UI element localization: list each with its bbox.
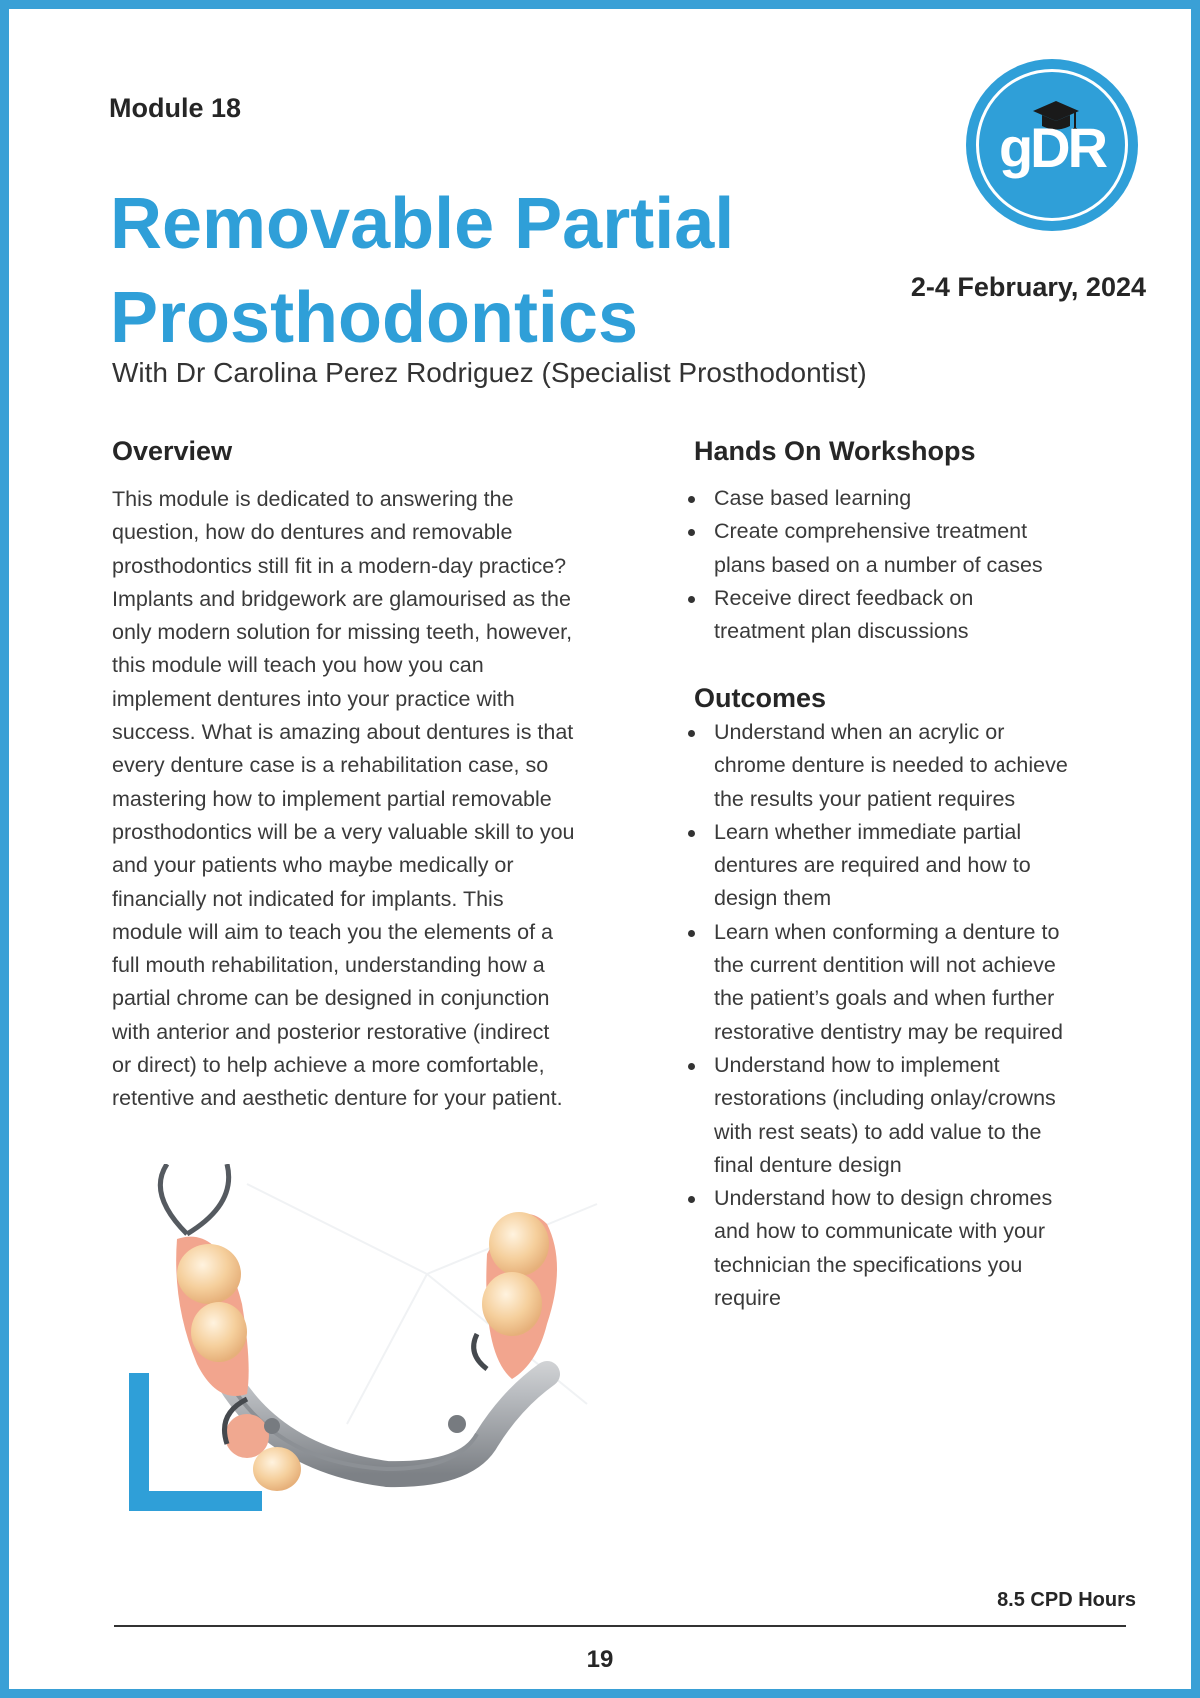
- outcomes-list: [684, 716, 1134, 1315]
- list-item: [684, 515, 1134, 582]
- list-item-line: treatment plan discussions: [714, 619, 969, 644]
- module-label: Module 18: [109, 93, 242, 123]
- list-item: [684, 582, 1134, 649]
- list-item: [684, 816, 1134, 916]
- list-item: [684, 1182, 1134, 1315]
- list-item-line: Learn when conforming a denture to: [714, 919, 1060, 944]
- overview-line: success. What is amazing about dentures is that: [112, 720, 574, 745]
- list-item-line: dentures are required and how to: [714, 853, 1031, 878]
- workshops-heading: Hands On Workshops: [694, 436, 976, 466]
- overview-line: prosthodontics still fit in a modern-day practice?: [112, 553, 567, 578]
- overview-line: prosthodontics will be a very valuable skill to you: [112, 819, 575, 844]
- list-item-line: the patient’s goals and when further: [714, 986, 1055, 1011]
- overview-line: full mouth rehabilitation, understanding how a: [112, 953, 545, 978]
- overview-line: Implants and bridgework are glamourised as the: [112, 586, 571, 611]
- list-item-line: technician the specifications you: [714, 1252, 1023, 1277]
- list-item-line: restorative dentistry may be required: [714, 1019, 1063, 1044]
- cpd-hours: 8.5 CPD Hours: [997, 1589, 1136, 1611]
- list-item-line: require: [714, 1286, 781, 1311]
- list-item-line: Understand how to design chromes: [714, 1186, 1053, 1211]
- list-item-line: restorations (including onlay/crowns: [714, 1086, 1056, 1111]
- event-date: 2-4 February, 2024: [910, 272, 1146, 302]
- list-item-line: Receive direct feedback on: [714, 585, 974, 610]
- overview-line: retentive and aesthetic denture for your patient.: [112, 1086, 563, 1111]
- list-item-line: Understand when an acrylic or: [714, 720, 1005, 744]
- overview-line: This module is dedicated to answering the: [112, 487, 514, 511]
- gdr-logo: [966, 59, 1138, 231]
- title-line-2: Prosthodontics: [110, 278, 639, 358]
- overview-line: and your patients who maybe medically or: [112, 853, 514, 878]
- overview-line: implement dentures into your practice with: [112, 686, 515, 711]
- list-item: [684, 716, 1134, 816]
- overview-line: financially not indicated for implants. This: [112, 886, 504, 911]
- workshops-list: [684, 482, 1134, 648]
- overview-heading: Overview: [112, 436, 233, 466]
- page-number: 19: [586, 1646, 614, 1673]
- overview-line: this module will teach you how you can: [112, 653, 484, 678]
- overview-line: partial chrome can be designed in conjunction: [112, 986, 550, 1011]
- partial-denture-photo: [127, 1164, 647, 1504]
- list-item-line: design them: [714, 886, 832, 911]
- list-item: [684, 482, 1134, 515]
- page-title: [110, 177, 734, 365]
- overview-line: mastering how to implement partial removable: [112, 786, 552, 811]
- list-item-line: chrome denture is needed to achieve: [714, 753, 1068, 778]
- outcomes-heading: Outcomes: [694, 683, 827, 713]
- logo-text: gDR: [998, 116, 1106, 179]
- list-item-line: Create comprehensive treatment: [714, 519, 1028, 544]
- list-item-line: Understand how to implement: [714, 1052, 1000, 1077]
- list-item-line: final denture design: [714, 1152, 902, 1177]
- list-item: [684, 1049, 1134, 1182]
- corner-accent-horizontal: [129, 1491, 262, 1511]
- overview-line: every denture case is a rehabilitation case, so: [112, 753, 549, 778]
- list-item: [684, 916, 1134, 1049]
- title-line-1: Removable Partial: [110, 184, 735, 264]
- list-item-line: the current dentition will not achieve: [714, 953, 1056, 978]
- list-item-line: Case based learning: [714, 486, 912, 510]
- list-item-line: with rest seats) to add value to the: [714, 1119, 1042, 1144]
- overview-line: question, how do dentures and removable: [112, 520, 513, 545]
- list-item-line: Learn whether immediate partial: [714, 819, 1022, 844]
- footer-divider: [114, 1625, 1126, 1627]
- presenter-subtitle: With Dr Carolina Perez Rodriguez (Specialist Prosthodontist): [112, 357, 867, 388]
- list-item-line: the results your patient requires: [714, 786, 1016, 811]
- overview-body: [112, 483, 632, 1116]
- overview-line: only modern solution for missing teeth, however,: [112, 620, 573, 645]
- overview-line: with anterior and posterior restorative (indirect: [112, 1019, 550, 1044]
- list-item-line: plans based on a number of cases: [714, 552, 1043, 577]
- overview-line: or direct) to help achieve a more comfortable,: [112, 1053, 545, 1078]
- overview-line: module will aim to teach you the elements of a: [112, 919, 553, 944]
- list-item-line: and how to communicate with your: [714, 1219, 1046, 1244]
